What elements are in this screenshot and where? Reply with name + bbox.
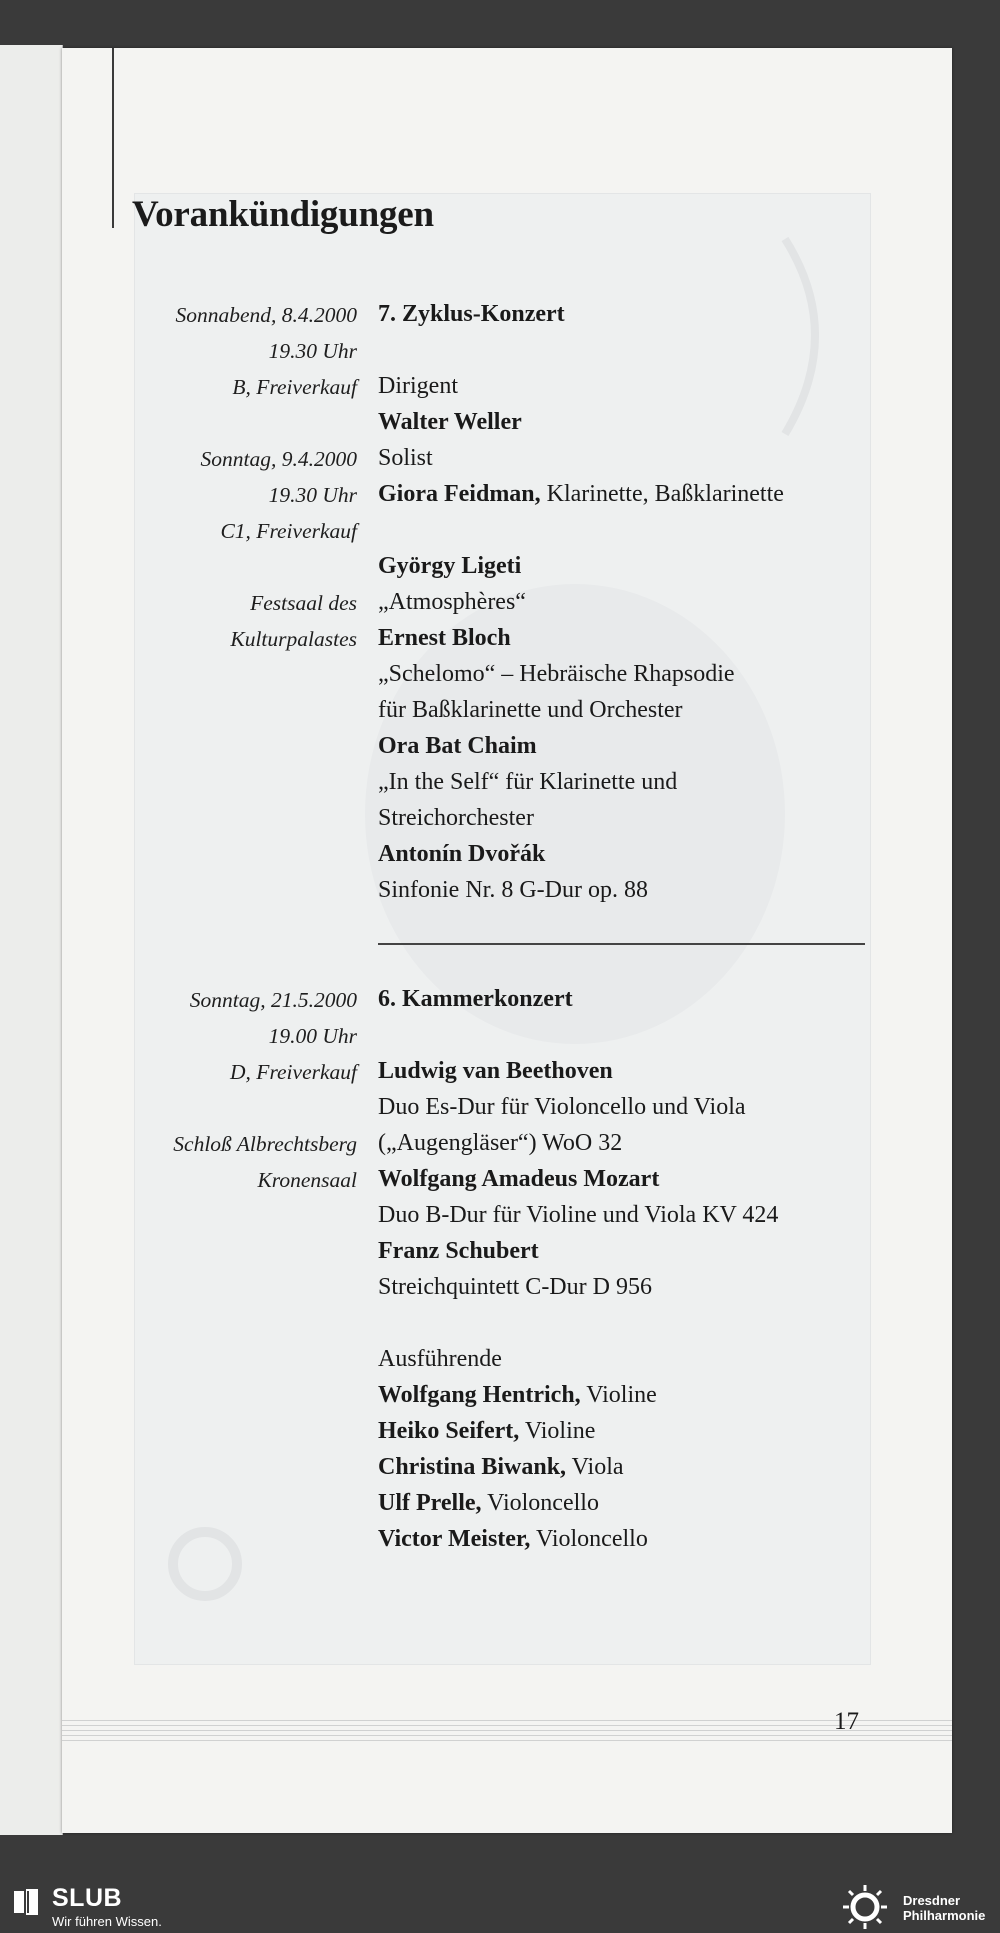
performer-name: Ulf Prelle, xyxy=(378,1490,482,1516)
performer-instrument: Viola xyxy=(566,1454,624,1480)
conductor-label: Dirigent xyxy=(378,373,458,399)
performer-instrument: Violoncello xyxy=(530,1526,648,1552)
performer-line xyxy=(378,1418,595,1445)
event1-time-1: 19.30 Uhr xyxy=(268,339,357,363)
soloist-name: Giora Feidman, xyxy=(378,481,541,507)
performer-instrument: Violoncello xyxy=(481,1490,599,1516)
previous-page-edge xyxy=(0,45,63,1835)
work-title: „Schelomo“ – Hebräische Rhapsodie xyxy=(378,661,735,687)
slub-logo-text[interactable]: SLUB xyxy=(52,1884,123,1912)
event1-date-1: Sonnabend, 8.4.2000 xyxy=(175,303,357,327)
event1-date-2: Sonntag, 9.4.2000 xyxy=(200,447,357,471)
page-title: Vorankündigungen xyxy=(132,194,434,235)
work-title: („Augengläser“) WoO 32 xyxy=(378,1130,623,1156)
soloist-instruments: Klarinette, Baßklarinette xyxy=(540,481,784,507)
performer-line xyxy=(378,1454,624,1481)
event2-venue-line1: Schloß Albrechtsberg xyxy=(173,1132,357,1156)
composer-name: Antonín Dvořák xyxy=(378,841,546,867)
book-icon xyxy=(14,1889,38,1915)
performer-name: Victor Meister, xyxy=(378,1526,531,1552)
event1-heading: 7. Zyklus-Konzert xyxy=(378,301,565,327)
section-divider xyxy=(378,943,865,945)
composer-name: Ludwig van Beethoven xyxy=(378,1058,613,1084)
conductor-name: Walter Weller xyxy=(378,409,522,435)
philharmonie-name-line2[interactable]: Philharmonie xyxy=(903,1908,986,1923)
music-staff-decoration xyxy=(62,1720,952,1742)
performer-name: Heiko Seifert, xyxy=(378,1418,520,1444)
event1-ticket-2: C1, Freiverkauf xyxy=(220,519,357,543)
work-title: Streichquintett C-Dur D 956 xyxy=(378,1274,652,1300)
work-title: Streichorchester xyxy=(378,805,534,831)
slub-tagline: Wir führen Wissen. xyxy=(52,1914,162,1929)
work-title: Sinfonie Nr. 8 G-Dur op. 88 xyxy=(378,877,648,903)
event1-venue-line2: Kulturpalastes xyxy=(230,627,357,651)
event1-time-2: 19.30 Uhr xyxy=(268,483,357,507)
work-title: Duo Es-Dur für Violoncello und Viola xyxy=(378,1094,746,1120)
performer-line xyxy=(378,1382,657,1409)
composer-name: Wolfgang Amadeus Mozart xyxy=(378,1166,660,1192)
event2-date: Sonntag, 21.5.2000 xyxy=(189,988,357,1012)
event2-heading: 6. Kammerkonzert xyxy=(378,986,573,1012)
philharmonie-name-line1[interactable]: Dresdner xyxy=(903,1893,961,1908)
performer-line xyxy=(378,1490,599,1517)
vertical-rule xyxy=(112,48,114,228)
composer-name: Franz Schubert xyxy=(378,1238,539,1264)
performer-name: Wolfgang Hentrich, xyxy=(378,1382,581,1408)
composer-name: György Ligeti xyxy=(378,553,522,579)
event1-ticket-1: B, Freiverkauf xyxy=(232,375,357,399)
page-number: 17 xyxy=(834,1708,859,1735)
performer-line xyxy=(378,1526,648,1553)
work-title: für Baßklarinette und Orchester xyxy=(378,697,683,723)
composer-name: Ernest Bloch xyxy=(378,625,511,651)
composer-name: Ora Bat Chaim xyxy=(378,733,537,759)
work-title: Duo B-Dur für Violine und Viola KV 424 xyxy=(378,1202,779,1228)
performer-name: Christina Biwank, xyxy=(378,1454,567,1480)
work-title: „Atmosphères“ xyxy=(378,589,526,615)
performers-label: Ausführende xyxy=(378,1346,502,1372)
event2-venue-line2: Kronensaal xyxy=(257,1168,357,1192)
event2-ticket: D, Freiverkauf xyxy=(230,1060,357,1084)
performer-instrument: Violine xyxy=(519,1418,596,1444)
soloist-label: Solist xyxy=(378,445,433,471)
sunburst-logo-icon xyxy=(843,1885,887,1929)
work-title: „In the Self“ für Klarinette und xyxy=(378,769,678,795)
footer-bar xyxy=(0,1880,1000,1933)
program-page xyxy=(62,48,952,1833)
performer-instrument: Violine xyxy=(580,1382,657,1408)
soloist-line xyxy=(378,481,784,508)
event1-venue-line1: Festsaal des xyxy=(250,591,357,615)
event2-time: 19.00 Uhr xyxy=(268,1024,357,1048)
